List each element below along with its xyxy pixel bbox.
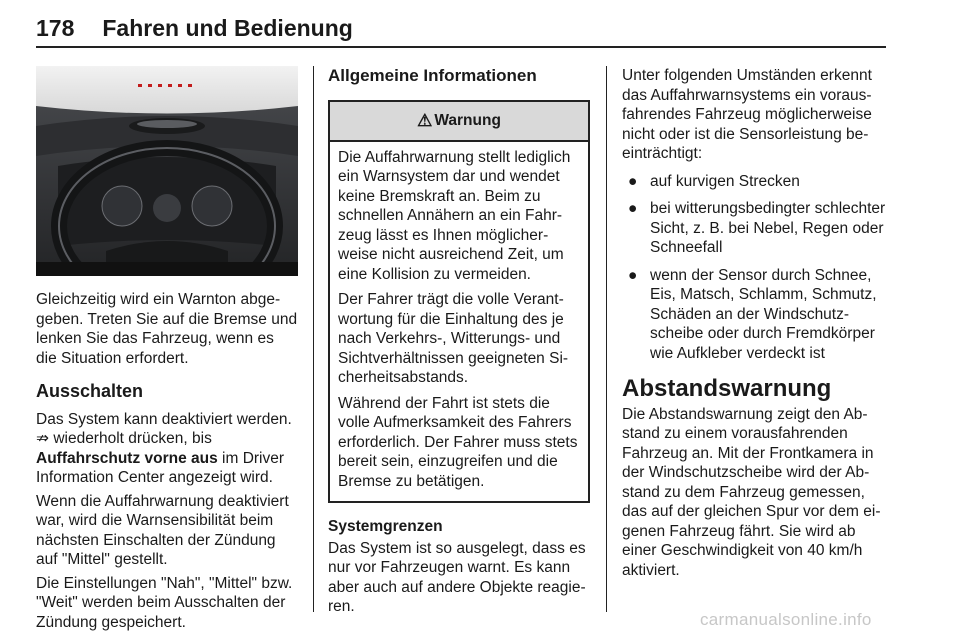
bullet-icon: ● [628,266,638,284]
paragraph-system-limits: Das System ist so ausgelegt, dass es nur vor Fahrzeugen warnt. Es kann aber auch auf andere Objekte reagieren. [328,539,586,615]
page-header [36,4,886,48]
paragraph-intro: Unter folgenden Umständen erkennt das Auffahrwarnsystems ein vorausfahrendes Fahrzeug möglicherweise nicht oder ist die Sensorleistung beeinträchtigt: [622,67,872,162]
deactivate-tail: im Driver Information Center angezeigt wird. [36,449,285,486]
paragraph-sensitivity: Wenn die Auffahrwarnung deaktiviert war, wird die Warnsensibilität beim nächsten Einschalten der Zündung auf "Mittel" gestellt. [36,492,289,568]
menu-label: Auffahrschutz vorne aus [36,449,218,467]
section-heading-abstandswarnung: Abstandswarnung [622,375,832,402]
paragraph-settings: Die Einstellungen "Nah", "Mittel" bzw. "Weit" werden beim Ausschalten der Zündung gespeichert. [36,574,293,631]
page-title: Fahren und Bedienung [102,15,353,41]
watermark: carmanualsonline.info [700,610,872,629]
paragraph-distance-warning: Die Abstandswarnung zeigt den Abstand zu einem vorausfahrenden Fahrzeug an. Mit der Frontkamera in der Windschutzscheibe wird der Abstand zu dem Fahrzeug gemessen, das auf der gleichen Spur vor dem eigenen Fahrzeug fährt. Sie wird ab einer Geschwindigkeit von 40 km/h aktiviert. [622,405,881,579]
column-divider [606,66,607,612]
warning-icon: ⚠ [417,110,433,130]
list-item: ● wenn der Sensor durch Schnee, Eis, Matsch, Schlamm, Schmutz, Schäden an der Windschutzscheibe oder durch Fremdkörper wie Aufkleber verdeckt ist [628,266,877,362]
column-right [622,66,888,584]
warning-body [330,142,588,502]
warning-box [328,100,590,504]
warning-paragraph: Der Fahrer trägt die volle Verantwortung für die Einhaltung des je nach Verkehrs-, Witterungs- und Sichtverhältnissen geeigneten Sicherheitsabstands. [338,291,569,386]
warning-paragraph: Während der Fahrt ist stets die volle Aufmerksamkeit des Fahrers erforderlich. Der Fahrer muss stets bereit sein, einzugreifen und die Bremse zu betätigen. [338,394,578,490]
column-left [36,66,298,636]
warning-paragraph: Die Auffahrwarnung stellt lediglich ein Warnsystem dar und wendet keine Bremskraft an. Beim zu schnellen Annähern an ein Fahrzeug lässt es Ihnen möglicherweise nicht ausreichend Zeit, um eine Kollision zu vermeiden. [338,148,571,283]
subheading-system-limits: Systemgrenzen [328,518,443,535]
column-divider [313,66,314,612]
dashboard-photo [36,66,298,276]
list-item: ● auf kurvigen Strecken [628,172,800,190]
column-middle [328,66,590,621]
distance-warning-icon: ⇏ [36,430,49,447]
bullet-icon: ● [628,172,638,190]
deactivate-text: Das System kann deaktiviert werden. [36,410,292,428]
page-number: 178 [36,15,75,41]
list-item: ● bei witterungsbedingter schlechter Sicht, z. B. bei Nebel, Regen oder Schneefall [628,200,886,256]
deactivate-instruction: wiederholt drücken, bis [53,430,212,447]
section-heading-general: Allgemeine Informationen [328,66,537,85]
bullet-list [622,172,888,364]
paragraph-deactivate [36,410,298,488]
caption-paragraph: Gleichzeitig wird ein Warnton abgegeben. Treten Sie auf die Bremse und lenken Sie das Fahrzeug, wenn es die Situation erfordert. [36,291,298,367]
warning-header [330,102,588,142]
bullet-icon: ● [628,200,638,217]
section-heading-ausschalten: Ausschalten [36,381,144,401]
warning-title: Warnung [434,111,501,129]
